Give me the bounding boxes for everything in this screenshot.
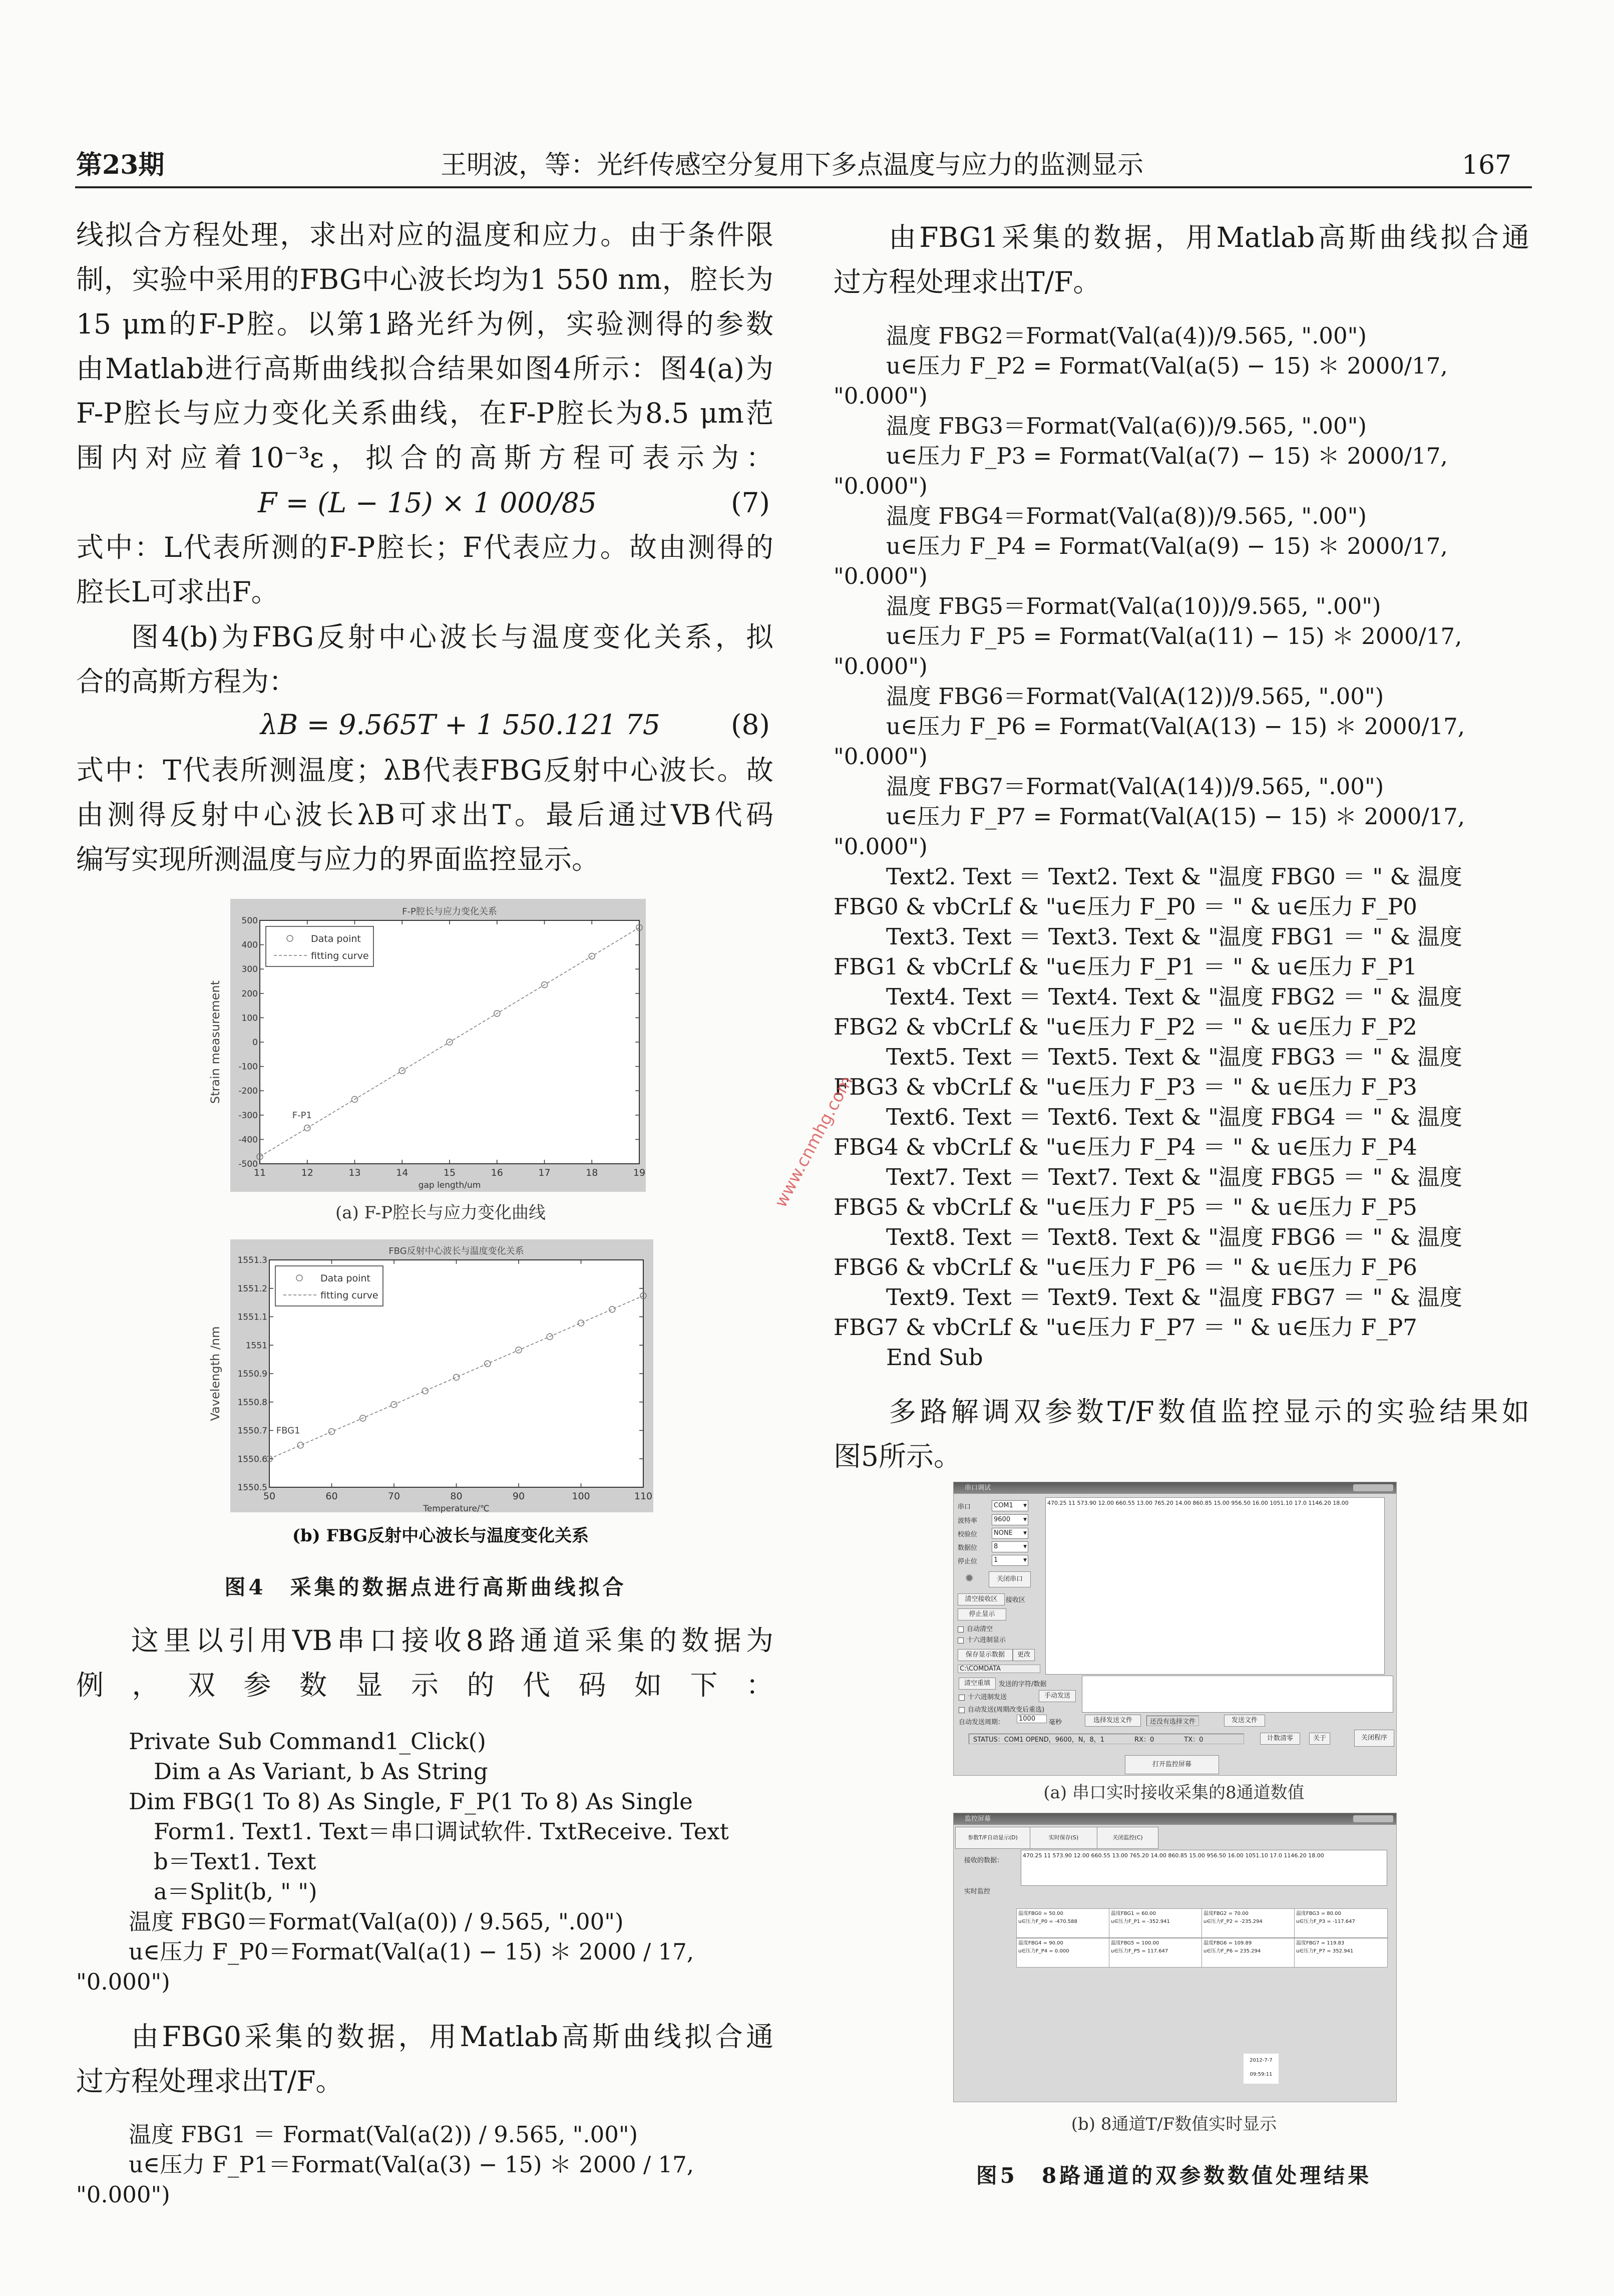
text-line: 过方程处理求出T/F。 (834, 266, 1101, 298)
strain-value: u∈压力F_P1 = -352.941 (1111, 1919, 1170, 1924)
field-select[interactable] (992, 1528, 1028, 1539)
x-tick-label: 90 (512, 1491, 525, 1502)
header-rule (75, 186, 1532, 188)
y-tick-label: -100 (238, 1062, 258, 1072)
text-line: 由测得反射中心波长λB可求出T。最后通过VB代码 (76, 799, 773, 831)
text-line: 过方程处理求出T/F。 (76, 2065, 343, 2097)
code-line: u∈压力 F_P5 = Format(Val(a(11) − 15) ＊ 2000/17, (886, 623, 1462, 649)
text-line: 15 μm的F-P腔。以第1路光纤为例，实验测得的参数 (76, 308, 773, 340)
text-line: 腔长L可求出F。 (76, 576, 279, 608)
code-line: 温度 FBG6＝Format(Val(A(12))/9.565, ".00") (886, 683, 1384, 710)
field-value: 9600 (994, 1516, 1011, 1523)
code-line: Text6. Text ＝ Text6. Text & "温度 FBG4 ＝ " & 温度 (886, 1104, 1462, 1130)
hex-send-label: 十六进制发送 (968, 1694, 1007, 1701)
strain-value: u∈压力F_P6 = 235.294 (1203, 1948, 1261, 1954)
paragraph (834, 215, 1529, 304)
tab-close-monitor[interactable]: 关闭监控(C) (1097, 1827, 1158, 1849)
text-line: 图4(b)为FBG反射中心波长与温度变化关系，拟 (131, 621, 773, 653)
save-path-field[interactable]: C:\COMDATA (958, 1665, 1040, 1673)
equation-7: F = (L − 15) × 1 000/85 (258, 487, 597, 519)
code-line: u∈压力 F_P2 = Format(Val(a(5) − 15) ＊ 2000/17, (886, 353, 1448, 379)
window-title: 串口调试 (954, 1482, 1396, 1494)
y-tick-label: 0 (252, 1038, 258, 1048)
x-axis-label: Temperature/℃ (423, 1504, 490, 1514)
temperature-value: 温度FBG2 = 70.00 (1203, 1911, 1249, 1916)
code-line: Form1. Text1. Text＝串口调试软件. TxtReceive. Text (154, 1818, 729, 1845)
field-label: 串口 (958, 1503, 971, 1511)
auto-send-checkbox[interactable] (959, 1704, 1044, 1714)
code-line: FBG7 & vbCrLf & "u∈压力 F_P7 ＝ " & u∈压力 F_P7 (834, 1314, 1417, 1341)
x-tick-label: 110 (634, 1491, 653, 1502)
text-line: 多路解调双参数T/F数值监控显示的实验结果如 (889, 1396, 1529, 1428)
equation-8-number: (8) (731, 709, 770, 741)
code-line: FBG2 & vbCrLf & "u∈压力 F_P2 ＝ " & u∈压力 F_P2 (834, 1014, 1417, 1040)
ms-label: 毫秒 (1049, 1719, 1062, 1726)
y-tick-label: 1550.7 (237, 1426, 267, 1436)
field-label: 数据位 (958, 1544, 978, 1552)
field-label: 停止位 (958, 1558, 978, 1565)
manual-send-button[interactable]: 手动发送 (1039, 1690, 1076, 1702)
legend-label: fitting curve (320, 1290, 378, 1301)
hex-send-checkbox[interactable] (959, 1692, 1007, 1701)
code-line: u∈压力 F_P7 = Format(Val(A(15) − 15) ＊ 2000/17, (886, 803, 1465, 830)
x-tick-label: 17 (538, 1167, 551, 1178)
paragraph (76, 748, 773, 882)
issue-number: 第23期 (76, 150, 165, 180)
x-tick-label: 12 (301, 1167, 313, 1178)
code-line: "0.000") (834, 383, 928, 409)
code-line: "0.000") (76, 2181, 170, 2208)
code-line: FBG4 & vbCrLf & "u∈压力 F_P4 ＝ " & u∈压力 F_P4 (834, 1134, 1417, 1160)
code-line: End Sub (886, 1344, 983, 1371)
gear-icon: ✹ (965, 1572, 974, 1585)
code-block (834, 321, 1529, 1373)
strain-value: u∈压力F_P2 = -235.294 (1203, 1919, 1263, 1924)
code-line: Text2. Text ＝ Text2. Text & "温度 FBG0 ＝ " & 温度 (886, 863, 1462, 890)
series-annotation: F-P1 (292, 1110, 312, 1121)
code-line: 温度 FBG3＝Format(Val(a(6))/9.565, ".00") (886, 413, 1367, 439)
y-tick-label: 1550.6 (237, 1454, 267, 1465)
received-data-field[interactable]: 470.25 11 573.90 12.00 660.55 13.00 765.20 14.00 860.85 15.00 956.50 16.00 1051.10 17.0 1146.20 18.00 (1021, 1850, 1387, 1886)
chevron-down-icon: ▼ (1023, 1544, 1027, 1549)
x-tick-label: 11 (253, 1167, 266, 1178)
x-tick-label: 70 (387, 1491, 400, 1502)
temperature-value: 温度FBG3 = 80.00 (1296, 1911, 1341, 1916)
code-line: FBG5 & vbCrLf & "u∈压力 F_P5 ＝ " & u∈压力 F_P5 (834, 1194, 1417, 1220)
date-text: 2012-7-7 (1250, 2058, 1273, 2063)
y-axis-label: Vavelength /nm (208, 1326, 222, 1421)
text-line: 由FBG1采集的数据，用Matlab高斯曲线拟合通 (889, 221, 1529, 253)
code-line: 温度 FBG5＝Format(Val(a(10))/9.565, ".00") (886, 593, 1381, 619)
window-controls[interactable] (1353, 1815, 1393, 1822)
hex-display-checkbox[interactable] (958, 1634, 1006, 1644)
y-tick-label: 1551.1 (237, 1312, 267, 1323)
figure-5b-caption: (b) 8通道T/F数值实时显示 (1071, 2114, 1277, 2134)
code-line: Private Sub Command1_Click() (129, 1728, 486, 1755)
x-tick-label: 50 (263, 1491, 276, 1502)
code-line: Dim FBG(1 To 8) As Single, F_P(1 To 8) As Single (129, 1788, 693, 1815)
channel-cell (1016, 1938, 1110, 1967)
equation-8: λB = 9.565T + 1 550.121 75 (260, 709, 660, 741)
send-data-label: 发送的字符/数据 (999, 1681, 1047, 1688)
y-tick-label: 300 (241, 964, 258, 975)
figure-4a-svg (208, 899, 646, 1192)
x-tick-label: 80 (450, 1491, 463, 1502)
y-tick-label: -400 (238, 1135, 258, 1145)
y-tick-label: -300 (238, 1110, 258, 1121)
code-line: FBG3 & vbCrLf & "u∈压力 F_P3 ＝ " & u∈压力 F_P3 (834, 1074, 1417, 1100)
text-line: 编写实现所测温度与应力的界面监控显示。 (76, 843, 600, 875)
x-axis-label: gap length/um (418, 1180, 481, 1190)
text-line: 式中：T代表所测温度；λB代表FBG反射中心波长。故 (76, 754, 773, 786)
chevron-down-icon: ▼ (1023, 1517, 1027, 1522)
code-line: Text9. Text ＝ Text9. Text & "温度 FBG7 ＝ " & 温度 (886, 1284, 1462, 1310)
tab-auto-display[interactable]: 参数T/F自动显示(D) (955, 1827, 1030, 1849)
strain-value: u∈压力F_P4 = 0.000 (1018, 1948, 1069, 1954)
window-controls[interactable] (1353, 1484, 1393, 1491)
field-select[interactable] (992, 1500, 1028, 1511)
figure-4b-chart (208, 1239, 653, 1514)
y-tick-label: 1551.3 (237, 1255, 267, 1265)
field-label: 波特率 (958, 1517, 978, 1525)
text-line: 线拟合方程处理，求出对应的温度和应力。由于条件限 (76, 219, 773, 251)
code-line: "0.000") (76, 1969, 170, 1995)
tab-realtime-save[interactable]: 实时保存(S) (1030, 1827, 1097, 1849)
code-line: u∈压力 F_P0＝Format(Val(a(1) − 15) ＊ 2000 / 17, (129, 1938, 694, 1965)
legend-label: Data point (311, 933, 361, 944)
code-block (76, 2120, 773, 2210)
about-button[interactable]: 关于 (1309, 1733, 1330, 1745)
text-line: 制，实验中采用的FBG中心波长均为1 550 nm，腔长为 (76, 263, 773, 295)
temperature-value: 温度FBG4 = 90.00 (1018, 1940, 1063, 1946)
strain-value: u∈压力F_P7 = 352.941 (1296, 1948, 1354, 1954)
code-line: a＝Split(b, " ") (154, 1878, 317, 1905)
code-line: 温度 FBG0＝Format(Val(a(0)) / 9.565, ".00") (129, 1908, 624, 1935)
code-line: b＝Text1. Text (154, 1848, 316, 1875)
chevron-down-icon: ▼ (1023, 1503, 1027, 1508)
text-line: 由Matlab进行高斯曲线拟合结果如图4所示：图4(a)为 (76, 353, 773, 385)
field-value: 1 (994, 1556, 998, 1564)
rx-count: RX：0 (1134, 1736, 1154, 1744)
text-line: 合的高斯方程为： (76, 666, 297, 698)
text-line: 图5所示。 (834, 1440, 961, 1472)
code-line: FBG6 & vbCrLf & "u∈压力 F_P6 ＝ " & u∈压力 F_P6 (834, 1254, 1417, 1280)
figure-5a-caption: (a) 串口实时接收采集的8通道数值 (1043, 1783, 1305, 1803)
open-monitor-button[interactable]: 打开监控屏幕 (1125, 1755, 1219, 1774)
chevron-down-icon: ▼ (1023, 1531, 1027, 1536)
channel-cell (1201, 1908, 1295, 1938)
temperature-value: 温度FBG6 = 109.89 (1203, 1940, 1252, 1946)
x-tick-label: 60 (325, 1491, 338, 1502)
figure-4a-caption: (a) F-P腔长与应力变化曲线 (335, 1203, 546, 1223)
text-line: 这里以引用VB串口接收8路通道采集的数据为 (131, 1624, 773, 1657)
strain-value: u∈压力F_P0 = -470.588 (1018, 1919, 1077, 1924)
running-title: 王明波，等：光纤传感空分复用下多点温度与应力的监测显示 (441, 150, 1144, 180)
field-value: COM1 (994, 1502, 1013, 1509)
code-line: Text7. Text ＝ Text7. Text & "温度 FBG5 ＝ " & 温度 (886, 1164, 1462, 1190)
code-line: FBG1 & vbCrLf & "u∈压力 F_P1 ＝ " & u∈压力 F_P1 (834, 953, 1417, 980)
series-annotation: FBG1 (276, 1425, 300, 1436)
channel-cell (1201, 1938, 1295, 1967)
code-block (76, 1727, 773, 1997)
paragraph (76, 2015, 773, 2104)
field-select[interactable] (992, 1541, 1028, 1552)
send-textarea[interactable] (1082, 1676, 1393, 1713)
figure-4b-caption: (b) FBG反射中心波长与温度变化关系 (292, 1526, 589, 1546)
window-title: 监控屏幕 (954, 1813, 1396, 1825)
strain-value: u∈压力F_P5 = 117.647 (1111, 1948, 1168, 1954)
paragraph (76, 213, 773, 480)
channel-cell (1294, 1938, 1388, 1967)
monitor-screenshot (953, 1813, 1397, 2102)
code-line: Text3. Text ＝ Text3. Text & "温度 FBG1 ＝ " & 温度 (886, 923, 1462, 950)
field-select[interactable] (992, 1555, 1028, 1566)
y-tick-label: 1550.5 (237, 1483, 267, 1493)
code-line: 温度 FBG7＝Format(Val(A(14))/9.565, ".00") (886, 773, 1384, 800)
change-path-button[interactable]: 更改 (1013, 1649, 1035, 1661)
received-data-label: 接收的数据： (964, 1857, 1004, 1864)
figure-4a-chart (208, 899, 646, 1192)
x-tick-label: 100 (572, 1491, 590, 1502)
chevron-down-icon: ▼ (1023, 1558, 1027, 1563)
y-tick-label: 400 (241, 940, 258, 950)
receive-area-label: 接收区 (1006, 1596, 1026, 1604)
code-line: "0.000") (834, 563, 928, 589)
send-file-button[interactable]: 发送文件 (1224, 1715, 1265, 1727)
watermark: www.cnmhg.com (770, 1073, 857, 1211)
y-tick-label: 1550.9 (237, 1369, 267, 1379)
clear-resend-button[interactable]: 清空重填 (959, 1678, 996, 1690)
receive-textarea[interactable]: 470.25 11 573.90 12.00 660.55 13.00 765.20 14.00 860.85 15.00 956.50 16.00 1051.10 17.0 1146.20 18.00 (1045, 1497, 1385, 1675)
auto-clear-label: 自动清空 (967, 1625, 993, 1633)
save-data-button[interactable]: 保存显示数据 (958, 1649, 1013, 1661)
stop-display-button[interactable]: 停止显示 (958, 1608, 1006, 1620)
auto-send-label: 自动发送(周期改变后重选) (968, 1706, 1045, 1714)
datetime-display (1244, 2054, 1279, 2084)
y-tick-label: 1551.2 (237, 1283, 267, 1294)
choose-file-button[interactable]: 选择发送文件 (1085, 1715, 1141, 1727)
code-line: "0.000") (834, 653, 928, 680)
temperature-value: 温度FBG1 = 60.00 (1111, 1911, 1156, 1916)
field-label: 校验位 (958, 1531, 978, 1538)
code-line: "0.000") (834, 473, 928, 499)
x-tick-label: 19 (633, 1167, 646, 1178)
hex-display-label: 十六进制显示 (967, 1636, 1006, 1644)
paragraph (76, 525, 773, 614)
page-number: 167 (1462, 150, 1512, 180)
code-line: 温度 FBG1 ＝ Format(Val(a(2)) / 9.565, ".00") (129, 2121, 638, 2148)
code-line: 温度 FBG2＝Format(Val(a(4))/9.565, ".00") (886, 322, 1367, 349)
legend-label: fitting curve (311, 950, 369, 961)
y-tick-label: 1550.8 (237, 1397, 267, 1408)
text-line: 由FBG0采集的数据，用Matlab高斯曲线拟合通 (131, 2021, 773, 2053)
close-program-button[interactable]: 关闭程序 (1354, 1730, 1394, 1747)
temperature-value: 温度FBG0 = 50.00 (1018, 1911, 1063, 1916)
channel-cell (1109, 1938, 1202, 1967)
code-line: u∈压力 F_P3 = Format(Val(a(7) − 15) ＊ 2000/17, (886, 443, 1448, 469)
code-line: 温度 FBG4＝Format(Val(a(8))/9.565, ".00") (886, 503, 1367, 529)
y-tick-label: 200 (241, 989, 258, 999)
x-tick-label: 14 (396, 1167, 409, 1178)
text-line: 式中：L代表所测的F-P腔长；F代表应力。故由测得的 (76, 531, 773, 563)
code-line: "0.000") (834, 743, 928, 770)
paragraph (76, 615, 773, 704)
code-line: u∈压力 F_P1＝Format(Val(a(3) − 15) ＊ 2000 / 17, (129, 2151, 694, 2178)
equation-7-number: (7) (731, 487, 770, 519)
legend-label: Data point (320, 1273, 370, 1284)
close-port-button[interactable]: 关闭串口 (989, 1571, 1031, 1587)
auto-period-label: 自动发送周期： (959, 1719, 1005, 1726)
reset-count-button[interactable]: 计数清零 (1260, 1733, 1300, 1745)
realtime-monitor-label: 实时监控 (964, 1888, 991, 1895)
x-tick-label: 18 (586, 1167, 598, 1178)
x-tick-label: 13 (348, 1167, 361, 1178)
figure-4-caption: 图4 采集的数据点进行高斯曲线拟合 (224, 1575, 627, 1599)
strain-value: u∈压力F_P3 = -117.647 (1296, 1919, 1355, 1924)
y-axis-label: Strain measurement (208, 980, 222, 1104)
code-line: u∈压力 F_P4 = Format(Val(a(9) − 15) ＊ 2000/17, (886, 533, 1448, 559)
field-value: NONE (994, 1529, 1013, 1537)
tx-count: TX：0 (1184, 1736, 1203, 1744)
field-select[interactable] (992, 1514, 1028, 1525)
paragraph (834, 1390, 1529, 1479)
code-line: Text4. Text ＝ Text4. Text & "温度 FBG2 ＝ " & 温度 (886, 983, 1462, 1010)
text-line: F-P腔长与应力变化关系曲线，在F-P腔长为8.5 μm范 (76, 397, 773, 429)
channel-cell (1109, 1908, 1202, 1938)
figure-5-caption: 图5 8路通道的双参数数值处理结果 (976, 2163, 1372, 2188)
serial-tool-screenshot (953, 1482, 1397, 1776)
auto-clear-checkbox[interactable] (958, 1623, 993, 1633)
status-text: STATUS：COM1 OPEND，9600，N，8，1 (973, 1736, 1105, 1744)
field-value: 8 (994, 1543, 998, 1550)
code-line: "0.000") (834, 833, 928, 860)
code-line: Text5. Text ＝ Text5. Text & "温度 FBG3 ＝ " & 温度 (886, 1044, 1462, 1070)
file-status: 还没有选择文件 (1146, 1716, 1199, 1726)
code-line: FBG0 & vbCrLf & "u∈压力 F_P0 ＝ " & u∈压力 F_P0 (834, 893, 1417, 920)
channel-cell (1294, 1908, 1388, 1938)
y-tick-label: -500 (238, 1159, 258, 1169)
chart-title: F-P腔长与应力变化关系 (402, 906, 497, 917)
code-line: Dim a As Variant, b As String (154, 1758, 488, 1785)
y-tick-label: 100 (241, 1013, 258, 1024)
paragraph (76, 1618, 773, 1708)
code-line: Text8. Text ＝ Text8. Text & "温度 FBG6 ＝ " & 温度 (886, 1224, 1462, 1250)
y-tick-label: 1551 (245, 1341, 267, 1351)
temperature-value: 温度FBG5 = 100.00 (1111, 1940, 1159, 1946)
status-bar (969, 1734, 1244, 1744)
figure-4b-svg (208, 1239, 653, 1514)
chart-title: FBG反射中心波长与温度变化关系 (388, 1246, 524, 1256)
text-line: 例，双参数显示的代码如下： (76, 1669, 773, 1701)
channel-cell (1016, 1908, 1110, 1938)
y-tick-label: 500 (241, 916, 258, 926)
text-line: 围内对应着10⁻³ε，拟合的高斯方程可表示为： (76, 442, 773, 474)
time-text: 09:59:11 (1250, 2072, 1273, 2077)
x-tick-label: 15 (443, 1167, 456, 1178)
temperature-value: 温度FBG7 = 119.83 (1296, 1940, 1345, 1946)
y-tick-label: -200 (238, 1086, 258, 1097)
x-tick-label: 16 (491, 1167, 503, 1178)
auto-period-input[interactable]: 1000 (1017, 1715, 1047, 1723)
clear-receive-button[interactable]: 清空接收区 (958, 1593, 1005, 1605)
code-line: u∈压力 F_P6 = Format(Val(A(13) − 15) ＊ 2000/17, (886, 713, 1465, 740)
